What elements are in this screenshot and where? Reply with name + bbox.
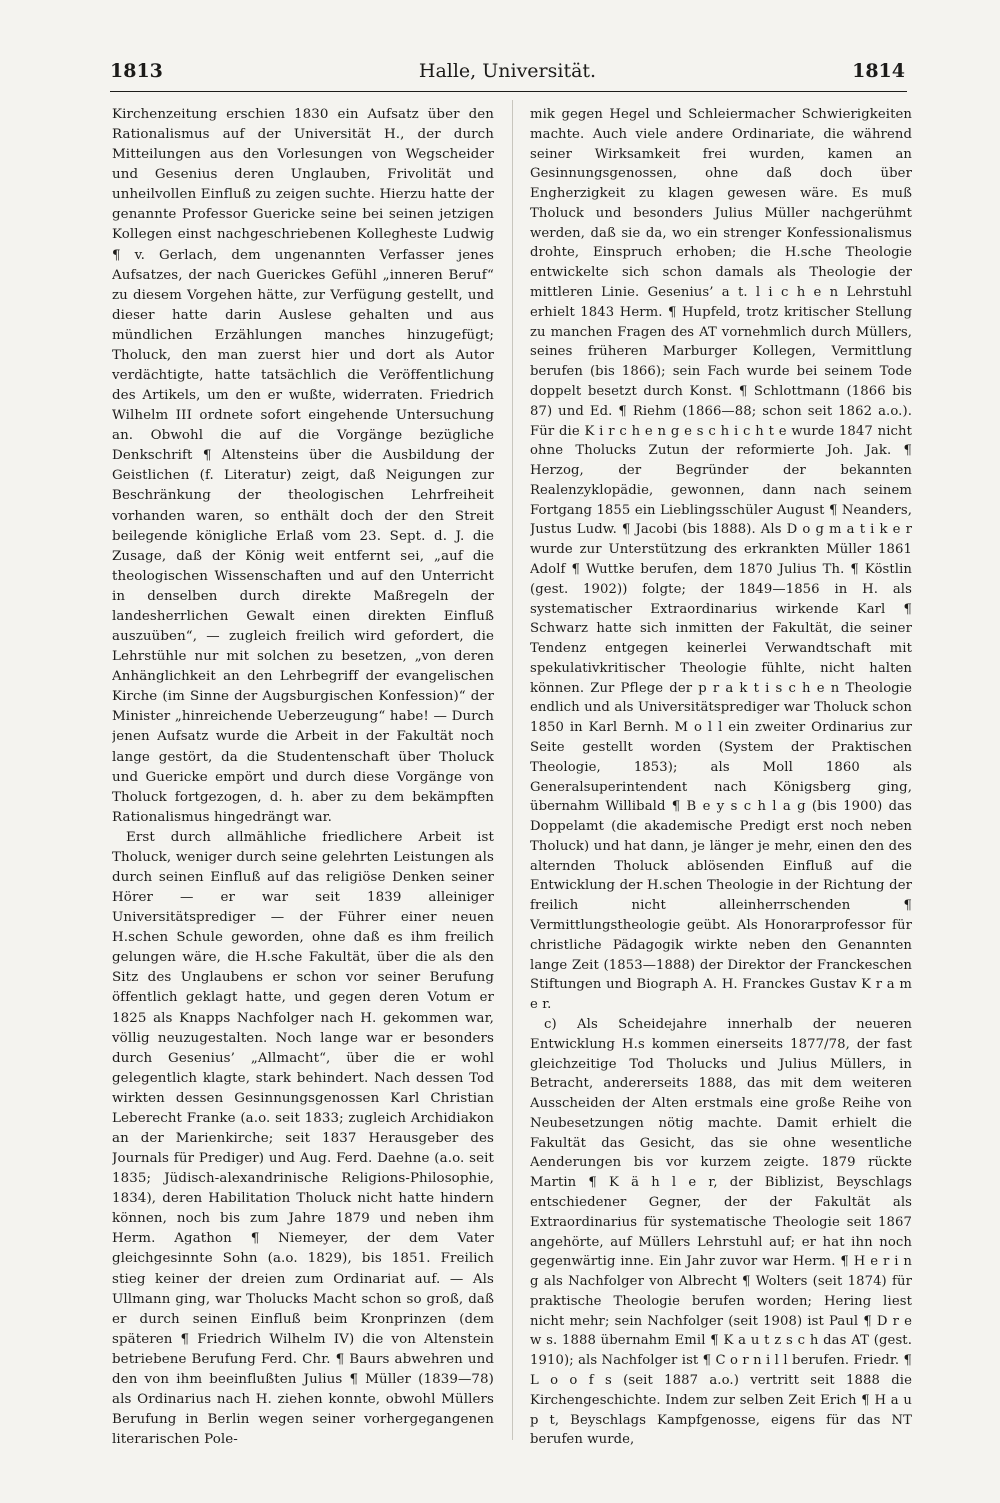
page-header	[110, 60, 905, 88]
header-rule	[110, 91, 907, 92]
left-column	[112, 105, 494, 1450]
column-divider	[512, 100, 513, 1440]
right-column	[530, 105, 912, 1450]
right-paragraph: mik gegen Hegel und Schleiermacher Schwierigkeiten machte. Auch viele andere Ordinariate, die während seiner Wirksamkeit frei wurden, kamen an Gesinnungsgenossen, ohne daß doch über Engherzigkeit zu klagen gewesen wäre. Es muß Tholuck und besonders Julius Müller nachgerühmt werden, daß sie da, wo ein strenger Konfessionalismus drohte, Einspruch erhoben; die H.sche Theologie entwickelte sich schon damals als Theologie der mittleren Linie. Gesenius’ a t. l i c h e n Lehrstuhl erhielt 1843 Herm. ¶ Hupfeld, trotz kritischer Stellung zu manchen Fragen des AT vornehmlich durch Müllers, seines früheren Marburger Kollegen, Vermittlung berufen (bis 1866); sein Fach wurde bei seinem Tode doppelt besetzt durch Konst. ¶ Schlottmann (1866 bis 87) und Ed. ¶ Riehm (1866—88; schon seit 1862 a.o.). Für die K i r c h e n g e s c h i c h t e wurde 1847 nicht ohne Tholucks Zutun der reformierte Joh. Jak. ¶ Herzog, der Begründer der bekannten Realenzyklopädie, gewonnen, dann nach seinem Fortgang 1855 ein Lieblingsschüler August ¶ Neanders, Justus Ludw. ¶ Jacobi (bis 1888). Als D o g m a t i k e r wurde zur Unterstützung des erkrankten Müller 1861 Adolf ¶ Wuttke berufen, dem 1870 Julius Th. ¶ Köstlin (gest. 1902)) folgte; der 1849—1856 in H. als systematischer Extraordinarius wirkende Karl ¶ Schwarz hatte sich inmitten der Fakultät, die seiner Tendenz entgegen keinerlei Verwandtschaft mit spekulativkritischer Theologie fühlte, nicht halten können. Zur Pflege der p r a k t i s c h e n Theologie endlich und als Universitätsprediger war Tholuck schon 1850 in Karl Bernh. M o l l ein zweiter Ordinarius zur Seite gestellt worden (System der Praktischen Theologie, 1853); als Moll 1860 als Generalsuperintendent nach Königsberg ging, übernahm Willibald ¶ B e y s c h l a g (bis 1900) das Doppelamt (die akademische Predigt erst noch neben Tholuck) und hat dann, je länger je mehr, einen den des alternden Tholuck ablösenden Einfluß auf die Entwicklung der H.schen Theologie in der Richtung der freilich nicht alleinherrschenden ¶ Vermittlungstheologie geübt. Als Honorarprofessor für christliche Pädagogik wirkte neben den Genannten lange Zeit (1853—1888) der Direktor der Franckeschen Stiftungen und Biograph A. H. Franckes Gustav K r a m e r.	[530, 107, 912, 1013]
page-number-left: 1813	[110, 60, 163, 82]
page-number-right: 1814	[852, 60, 905, 82]
left-paragraph: Erst durch allmähliche friedlichere Arbeit ist Tholuck, weniger durch seine gelehrten Leistungen als durch seinen Einfluß auf das religiöse Denken seiner Hörer — er war seit 1839 alleiniger Universitätsprediger — der Führer einer neuen H.schen Schule geworden, ohne daß es ihm freilich gelungen wäre, die H.sche Fakultät, über die als den Sitz des Unglaubens er schon vor seiner Berufung öffentlich geklagt hatte, und gegen deren Votum er 1825 als Knapps Nachfolger nach H. gekommen war, völlig neuzugestalten. Noch lange war er besonders durch Gesenius’ „Allmacht“, über die er wohl gelegentlich klagte, stark behindert. Nach dessen Tod wirkten dessen Gesinnungsgenossen Karl Christian Leberecht Franke (a.o. seit 1833; zugleich Archidiakon an der Marienkirche; seit 1837 Herausgeber des Journals für Prediger) und Aug. Ferd. Daehne (a.o. seit 1835; Jüdisch-alexandrinische Religions-Philosophie, 1834), deren Habilitation Tholuck nicht hatte hindern können, noch bis zum Jahre 1879 und neben ihm Herm. Agathon ¶ Niemeyer, der dem Vater gleichgesinnte Sohn (a.o. 1829), bis 1851. Freilich stieg keiner der dreien zum Ordinariat auf. — Als Ullmann ging, war Tholucks Macht schon so groß, daß er durch seinen Einfluß beim Kronprinzen (dem späteren ¶ Friedrich Wilhelm IV) die von Altenstein betriebene Berufung Ferd. Chr. ¶ Baurs abwehren und den von ihm beeinflußten Julius ¶ Müller (1839—78) als Ordinarius nach H. ziehen konnte, obwohl Müllers Berufung in Berlin wegen seiner vorhergegangenen literarischen Pole-	[112, 829, 494, 1448]
right-paragraph: c) Als Scheidejahre innerhalb der neueren Entwicklung H.s kommen einerseits 1877/78, der fast gleichzeitige Tod Tholucks und Julius Müllers, in Betracht, andererseits 1888, das mit dem weiteren Ausscheiden der Alten erstmals eine große Reihe von Neubesetzungen nötig machte. Damit erhielt die Fakultät das Gesicht, das sie ohne wesentliche Aenderungen bis vor kurzem zeigte. 1879 rückte Martin ¶ K ä h l e r, der Biblizist, Beyschlags entschiedener Gegner, der der Fakultät als Extraordinarius für systematische Theologie seit 1867 angehörte, auf Müllers Lehrstuhl auf; er hat ihn noch gegenwärtig inne. Ein Jahr zuvor war Herm. ¶ H e r i n g als Nachfolger von Albrecht ¶ Wolters (seit 1874) für praktische Theologie berufen worden; Hering liest nicht mehr; sein Nachfolger (seit 1908) ist Paul ¶ D r e w s. 1888 übernahm Emil ¶ K a u t z s c h das AT (gest. 1910); als Nachfolger ist ¶ C o r n i l l berufen. Friedr. ¶ L o o f s (seit 1887 a.o.) vertritt seit 1888 die Kirchengeschichte. Indem zur selben Zeit Erich ¶ H a u p t, Beyschlags Kampfgenosse, eigens für das NT berufen wurde,	[530, 1016, 912, 1448]
running-title: Halle, Universität.	[418, 60, 597, 82]
left-paragraph: Kirchenzeitung erschien 1830 ein Aufsatz über den Rationalismus auf der Universität H., der durch Mitteilungen aus den Vorlesungen von Wegscheider und Gesenius deren Unglauben, Frivolität und unheilvollen Einfluß zu zeigen suchte. Hierzu hatte der genannte Professor Guericke seine bei seinen jetzigen Kollegen einst nachgeschriebenen Kollegheste Ludwig ¶ v. Gerlach, dem ungenannten Verfasser jenes Aufsatzes, der nach Guerickes Gefühl „inneren Beruf“ zu diesem Vorgehen hätte, zur Verfügung gestellt, und dieser hatte darin Auslese gehalten und aus mündlichen Erzählungen manches hinzugefügt; Tholuck, den man zuerst hier und dort als Autor verdächtigte, hatte tatsächlich die Veröffentlichung des Artikels, um den er wußte, widerraten. Friedrich Wilhelm III ordnete sofort eingehende Untersuchung an. Obwohl die auf die Vorgänge bezügliche Denkschrift ¶ Altensteins über die Ausbildung der Geistlichen (f. Literatur) zeigt, daß Neigungen zur Beschränkung der theologischen Lehrfreiheit vorhanden waren, so enthält doch der den Streit beilegende königliche Erlaß vom 23. Sept. d. J. die Zusage, daß der König weit entfernt sei, „auf die theologischen Wissenschaften und auf den Unterricht in denselben durch direkte Maßregeln der landesherrlichen Gewalt einen direkten Einfluß auszuüben“, — zugleich freilich wird gefordert, die Lehrstühle nur mit solchen zu besetzen, „von deren Anhänglichkeit an den Lehrbegriff der evangelischen Kirche (im Sinne der Augsburgischen Konfession)“ der Minister „hinreichende Ueberzeugung“ habe! — Durch jenen Aufsatz wurde die Arbeit in der Fakultät noch lange gestört, da die Studentenschaft über Tholuck und Guericke empört und durch diese Vorgänge von Tholuck fortgezogen, d. h. aber zu dem bekämpften Rationalismus hingedrängt war.	[112, 107, 494, 825]
